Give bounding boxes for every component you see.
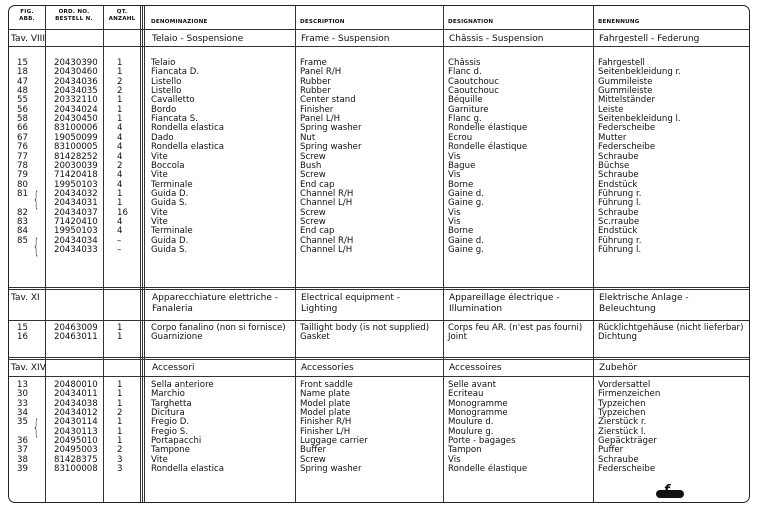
row-it: Rondella elastica — [151, 464, 224, 475]
header-fr: DESIGNATION — [448, 19, 494, 25]
row-fig: 15 — [17, 58, 28, 68]
row-fr: Monogramme — [448, 398, 508, 409]
row-qt: 4 — [117, 142, 123, 153]
row-ord: 20463011 — [54, 332, 98, 343]
row-fr: Tampon — [448, 445, 482, 456]
row-qt: 2 — [117, 445, 123, 456]
row-en: Taillight body (is not supplied) — [300, 323, 430, 333]
row-en: Channel R/H — [300, 235, 354, 246]
row-fr: Caoutchouc — [448, 76, 499, 87]
row-qt: 4 — [117, 179, 123, 190]
row-qt: 1 — [117, 188, 123, 199]
col-divider — [295, 6, 296, 502]
row-fig: 30 — [17, 389, 28, 400]
row-it: Cavalletto — [151, 95, 195, 106]
row-qt: 1 — [117, 417, 123, 428]
row-de: Federscheibe — [598, 464, 656, 475]
row-fig: 37 — [17, 445, 28, 456]
row-it: Dado — [151, 132, 174, 143]
row-fig: 76 — [17, 142, 28, 153]
row-qt: 1 — [117, 380, 123, 390]
row-de: Seitenbekleidung l. — [598, 114, 681, 125]
row-en: Model plate — [300, 408, 351, 419]
row-en: End cap — [300, 179, 335, 190]
row-en: Frame — [300, 58, 327, 68]
row-ord: 20434012 — [54, 408, 98, 419]
row-fr: Garniture — [448, 104, 489, 115]
row-fig: 66 — [17, 123, 28, 134]
row-fig: 36 — [17, 436, 28, 447]
row-fr: Gaine g. — [448, 245, 484, 255]
row-it: Telaio — [151, 58, 176, 68]
row-en: Channel R/H — [300, 188, 354, 199]
row-de: Schraube — [598, 454, 639, 465]
row-fig: 56 — [17, 104, 28, 115]
section-divider — [9, 376, 749, 377]
row-ord: 83100006 — [54, 123, 98, 134]
row-fr: Borne — [448, 226, 474, 237]
row-it: Fregio S. — [151, 426, 188, 437]
row-de: Fahrgestell — [598, 58, 645, 68]
row-it: Listello — [151, 86, 182, 97]
row-fig: 82 — [17, 207, 28, 218]
section-tav: Tav. XI — [11, 293, 40, 303]
section-title-en: Frame - Suspension — [301, 34, 390, 44]
row-en: Rubber — [300, 76, 331, 87]
row-fr: Borne — [448, 179, 474, 190]
row-qt: 3 — [117, 464, 123, 475]
row-de: Mutter — [598, 132, 627, 143]
row-it: Fregio D. — [151, 417, 190, 428]
section-divider — [9, 320, 749, 321]
row-ord: 20430113 — [54, 426, 98, 437]
row-de: Typzeichen — [598, 408, 646, 419]
section-title-it: Apparecchiature elettriche - — [152, 293, 279, 303]
row-fig: 58 — [17, 114, 28, 125]
row-ord: 20434031 — [54, 198, 98, 209]
row-ord: 20434034 — [54, 235, 98, 246]
group-brace-icon: { — [33, 186, 40, 211]
row-fr: Monogramme — [448, 408, 508, 419]
row-fig: 55 — [17, 95, 28, 106]
section-divider — [9, 287, 749, 290]
row-en: Gasket — [300, 332, 330, 343]
row-de: Puffer — [598, 445, 624, 456]
row-en: Panel L/H — [300, 114, 341, 125]
morini-logo-icon — [656, 490, 684, 498]
section-divider — [9, 46, 749, 47]
row-qt: 1 — [117, 332, 123, 343]
row-fr: Gaine d. — [448, 235, 484, 246]
section-title-de: Fahrgestell - Federung — [599, 34, 700, 44]
row-fr: Porte - bagages — [448, 436, 516, 447]
row-fig: 78 — [17, 160, 28, 171]
row-ord: 20495010 — [54, 436, 98, 447]
header-en: DESCRIPTION — [300, 19, 345, 25]
row-en: Screw — [300, 216, 326, 227]
row-de: Führung l. — [598, 245, 642, 255]
section-title-en: Accessories — [301, 363, 354, 373]
row-fr: Gaine g. — [448, 198, 484, 209]
row-qt: 4 — [117, 170, 123, 181]
header-ord: ORD. NO. BESTELL N. — [55, 9, 93, 22]
row-de: Schraube — [598, 170, 639, 181]
row-ord: 20434024 — [54, 104, 98, 115]
row-ord: 81428375 — [54, 454, 98, 465]
row-fig: 33 — [17, 398, 28, 409]
row-it: Terminale — [151, 226, 193, 237]
section-title-it: Telaio - Sospensione — [152, 34, 244, 44]
row-it: Marchio — [151, 389, 185, 400]
row-qt: 1 — [117, 67, 123, 78]
row-fr: Joint — [448, 332, 467, 343]
row-qt: 4 — [117, 216, 123, 227]
row-ord: 19950103 — [54, 179, 98, 190]
row-en: Front saddle — [300, 380, 353, 390]
row-fig: 67 — [17, 132, 28, 143]
row-ord: 20430114 — [54, 417, 98, 428]
row-qt: 1 — [117, 95, 123, 106]
row-it: Tampone — [151, 445, 190, 456]
row-en: Screw — [300, 170, 326, 181]
section-title-en: Lighting — [301, 304, 338, 314]
row-ord: 20480010 — [54, 380, 98, 390]
row-fr: Rondelle élastique — [448, 142, 528, 153]
section-divider — [9, 357, 749, 360]
row-it: Guarnizione — [151, 332, 203, 343]
row-qt: 1 — [117, 426, 123, 437]
row-it: Dicitura — [151, 408, 185, 419]
row-de: Seitenbekleidung r. — [598, 67, 682, 78]
row-ord: 71420418 — [54, 170, 98, 181]
section-title-fr: Illumination — [449, 304, 503, 314]
group-brace-icon: { — [33, 233, 40, 258]
row-en: Bush — [300, 160, 322, 171]
row-fr: Caoutchouc — [448, 86, 499, 97]
row-fr: Ecriteau — [448, 389, 484, 400]
col-divider — [142, 6, 145, 502]
row-fr: Corps feu AR. (n'est pas fourni) — [448, 323, 583, 333]
row-it: Vite — [151, 170, 168, 181]
row-fig: 81 — [17, 188, 28, 199]
row-en: Spring washer — [300, 464, 362, 475]
row-qt: 4 — [117, 132, 123, 143]
row-qt: 4 — [117, 151, 123, 162]
row-qt: 2 — [117, 408, 123, 419]
row-qt: 1 — [117, 398, 123, 409]
row-en: Screw — [300, 151, 326, 162]
header-de: BENENNUNG — [598, 19, 640, 25]
section-tav: Tav. VIII — [11, 34, 45, 44]
section-title-en: Electrical equipment - — [301, 293, 401, 303]
row-de: Schraube — [598, 151, 639, 162]
row-fig: 15 — [17, 323, 28, 333]
row-qt: 1 — [117, 58, 123, 68]
row-fig: 80 — [17, 179, 28, 190]
row-en: Spring washer — [300, 123, 362, 134]
row-en: Center stand — [300, 95, 356, 106]
row-ord: 20434035 — [54, 86, 98, 97]
row-fig: 39 — [17, 464, 28, 475]
row-de: Sc.rraube — [598, 216, 640, 227]
row-it: Sella anteriore — [151, 380, 214, 390]
row-en: Rubber — [300, 86, 331, 97]
row-ord: 20463009 — [54, 323, 98, 333]
row-de: Mittelständer — [598, 95, 656, 106]
row-de: Gummileiste — [598, 86, 653, 97]
row-it: Bordo — [151, 104, 177, 115]
row-it: Targhetta — [151, 398, 192, 409]
col-divider — [45, 6, 46, 502]
row-de: Büchse — [598, 160, 630, 171]
row-fr: Rondelle élastique — [448, 123, 528, 134]
row-de: Gummileiste — [598, 76, 653, 87]
row-fig: 16 — [17, 332, 28, 343]
row-ord: 20434036 — [54, 76, 98, 87]
row-ord: 20030039 — [54, 160, 98, 171]
row-fr: Vis — [448, 454, 461, 465]
row-fig: 85 — [17, 235, 28, 246]
row-fig: 48 — [17, 86, 28, 97]
row-en: Finisher — [300, 104, 334, 115]
row-it: Vite — [151, 216, 168, 227]
group-brace-icon: { — [33, 415, 40, 440]
row-en: Panel R/H — [300, 67, 342, 78]
section-title-de: Elektrische Anlage - — [599, 293, 689, 303]
col-divider — [140, 6, 141, 502]
row-qt: 2 — [117, 76, 123, 87]
row-fig: 35 — [17, 417, 28, 428]
row-fig: 38 — [17, 454, 28, 465]
row-fig: 18 — [17, 67, 28, 78]
logo-mark-icon: ƒ — [664, 483, 670, 498]
row-ord: 20434037 — [54, 207, 98, 218]
row-fr: Châssis — [448, 58, 481, 68]
row-de: Zierstück l. — [598, 426, 646, 437]
row-fr: Moulure g. — [448, 426, 494, 437]
row-it: Guida D. — [151, 235, 189, 246]
row-it: Vite — [151, 454, 168, 465]
row-qt: 1 — [117, 323, 123, 333]
parts-table — [8, 5, 750, 503]
col-divider — [103, 6, 104, 502]
section-title-de: Zubehör — [599, 363, 638, 373]
row-fr: Rondelle élastique — [448, 464, 528, 475]
row-en: End cap — [300, 226, 335, 237]
row-ord: 83100005 — [54, 142, 98, 153]
row-de: Federscheibe — [598, 123, 656, 134]
row-ord: 20430450 — [54, 114, 98, 125]
row-it: Rondella elastica — [151, 142, 224, 153]
row-en: Channel L/H — [300, 245, 353, 255]
row-en: Spring washer — [300, 142, 362, 153]
row-ord: 83100008 — [54, 464, 98, 475]
row-de: Gepäckträger — [598, 436, 657, 447]
row-de: Vordersattel — [598, 380, 651, 390]
section-title-it: Accessori — [152, 363, 195, 373]
row-qt: 4 — [117, 123, 123, 134]
row-de: Führung l. — [598, 198, 642, 209]
row-it: Terminale — [151, 179, 193, 190]
row-it: Guida S. — [151, 198, 188, 209]
row-de: Typzeichen — [598, 398, 646, 409]
row-de: Schraube — [598, 207, 639, 218]
row-it: Fiancata D. — [151, 67, 200, 78]
row-en: Screw — [300, 207, 326, 218]
row-fr: Bague — [448, 160, 476, 171]
row-qt: 1 — [117, 114, 123, 125]
row-de: Führung r. — [598, 188, 642, 199]
row-fr: Vis — [448, 170, 461, 181]
row-ord: 20434038 — [54, 398, 98, 409]
row-ord: 20495003 — [54, 445, 98, 456]
section-title-fr: Accessoires — [449, 363, 502, 373]
row-ord: 71420410 — [54, 216, 98, 227]
row-it: Rondella elastica — [151, 123, 224, 134]
header-divider — [9, 29, 749, 30]
section-title-fr: Appareillage électrique - — [449, 293, 560, 303]
row-it: Corpo fanalino (non si fornisce) — [151, 323, 286, 333]
row-it: Vite — [151, 151, 168, 162]
row-fr: Vis — [448, 216, 461, 227]
row-ord: 19050099 — [54, 132, 98, 143]
row-de: Federscheibe — [598, 142, 656, 153]
row-it: Guida D. — [151, 188, 189, 199]
row-fr: Vis — [448, 207, 461, 218]
row-fr: Vis — [448, 151, 461, 162]
row-fr: Flanc d. — [448, 67, 482, 78]
row-ord: 20434033 — [54, 245, 98, 255]
row-fig: 47 — [17, 76, 28, 87]
row-en: Model plate — [300, 398, 351, 409]
row-qt: 4 — [117, 226, 123, 237]
row-fig: 79 — [17, 170, 28, 181]
row-it: Listello — [151, 76, 182, 87]
row-en: Name plate — [300, 389, 350, 400]
row-qt: 1 — [117, 198, 123, 209]
row-ord: 20332110 — [54, 95, 98, 106]
row-ord: 20430390 — [54, 58, 98, 68]
section-title-it: Fanaleria — [152, 304, 193, 314]
row-ord: 20430460 — [54, 67, 98, 78]
row-qt: – — [117, 235, 122, 246]
row-qt: 1 — [117, 389, 123, 400]
row-it: Fiancata S. — [151, 114, 198, 125]
row-en: Nut — [300, 132, 316, 143]
row-fr: Flanc g. — [448, 114, 482, 125]
row-en: Screw — [300, 454, 326, 465]
section-title-fr: Châssis - Suspension — [449, 34, 544, 44]
row-en: Luggage carrier — [300, 436, 368, 447]
row-en: Channel L/H — [300, 198, 353, 209]
row-qt: 2 — [117, 86, 123, 97]
row-de: Führung r. — [598, 235, 642, 246]
row-qt: 16 — [117, 207, 128, 218]
row-de: Dichtung — [598, 332, 637, 343]
row-it: Boccola — [151, 160, 185, 171]
col-divider — [443, 6, 444, 502]
col-divider — [593, 6, 594, 502]
header-fig: FIG. ABB. — [19, 9, 35, 22]
row-ord: 19950103 — [54, 226, 98, 237]
row-fig: 83 — [17, 216, 28, 227]
row-fr: Moulure d. — [448, 417, 494, 428]
header-qt: QT. ANZAHL — [108, 9, 136, 22]
row-fig: 77 — [17, 151, 28, 162]
row-en: Finisher L/H — [300, 426, 351, 437]
row-ord: 20434011 — [54, 389, 98, 400]
section-title-de: Beleuchtung — [599, 304, 656, 314]
row-it: Guida S. — [151, 245, 188, 255]
row-de: Zierstück r. — [598, 417, 647, 428]
row-de: Leiste — [598, 104, 624, 115]
row-fr: Selle avant — [448, 380, 496, 390]
row-fig: 13 — [17, 380, 28, 390]
row-fr: Béquille — [448, 95, 483, 106]
row-qt: 3 — [117, 454, 123, 465]
row-qt: 1 — [117, 104, 123, 115]
row-it: Portapacchi — [151, 436, 202, 447]
row-fr: Ecrou — [448, 132, 473, 143]
row-qt: 1 — [117, 436, 123, 447]
row-de: Rücklichtgehäuse (nicht lieferbar) — [598, 323, 744, 333]
row-qt: 2 — [117, 160, 123, 171]
row-de: Endstück — [598, 179, 638, 190]
row-fig: 34 — [17, 408, 28, 419]
row-ord: 81428252 — [54, 151, 98, 162]
row-de: Firmenzeichen — [598, 389, 661, 400]
section-tav: Tav. XIV — [11, 363, 46, 373]
row-it: Vite — [151, 207, 168, 218]
row-qt: – — [117, 245, 122, 255]
row-en: Buffer — [300, 445, 327, 456]
header-it: DENOMINAZIONE — [151, 19, 208, 25]
row-fr: Gaine d. — [448, 188, 484, 199]
row-ord: 20434032 — [54, 188, 98, 199]
row-fig: 84 — [17, 226, 28, 237]
row-en: Finisher R/H — [300, 417, 352, 428]
row-de: Endstück — [598, 226, 638, 237]
